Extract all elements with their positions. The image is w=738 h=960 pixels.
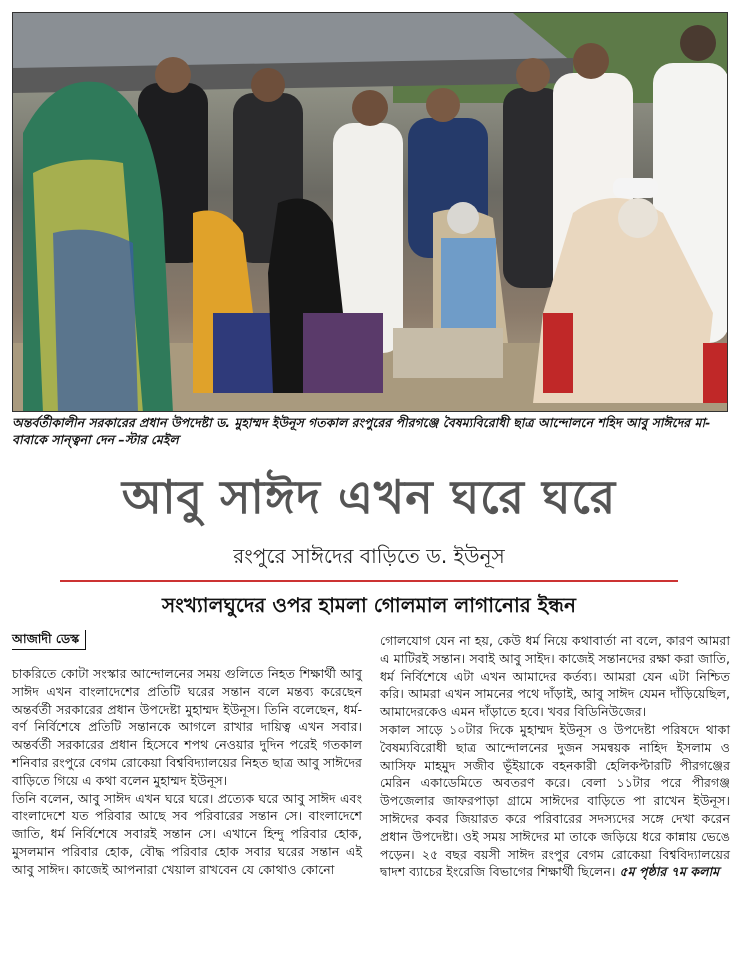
paragraph: তিনি বলেন, আবু সাঈদ এখন ঘরে ঘরে। প্রত্যেক ঘরে আবু সাঈদ এবং বাংলাদেশে যত পরিবার আছে সব পরিবারের সন্তান সে। বাংলাদেশে জাতি, ধর্ম নির্বিশেষে সবারই সন্তান সে। এখানে হিন্দু পরিবার হোক, মুসলমান পরিবার হোক, বৌদ্ধ পরিবার হোক সবার ঘরের সন্তান এই আবু সাঈদ। কাজেই আপনারা খেয়াল রাখবেন যে কোথাও কোনো [12, 790, 362, 877]
news-photo [12, 12, 728, 412]
paragraph-text: সকাল সাড়ে ১০টার দিকে মুহাম্মদ ইউনূস ও উপদেষ্টা পরিষদে থাকা বৈষম্যবিরোধী ছাত্র আন্দোলনের দুজন সমন্বয়ক নাহিদ ইসলাম ও আসিফ মাহমুদ সজীব ভূঁইয়াকে বহনকারী হেলিকপ্টারটি পীরগঞ্জের মেরিন একাডেমিতে অবতরণ করে। বেলা ১১টার পরে পীরগঞ্জ উপজেলার জাফরপাড়া গ্রামে সাঈদের বাড়িতে পা রাখেন ইউনূস। সাঈদের কবর জিয়ারত করে পরিবারের সদস্যদের সঙ্গে দেখা করেন প্রধান উপদেষ্টা। ওই সময় সাঈদের মা তাকে জড়িয়ে ধরে কান্নায় ভেঙে পড়েন। ২৫ বছর বয়সী সাঈদ রংপুর বেগম রোকেয়া বিশ্ববিদ্যালয়ের দ্বাদশ ব্যাচের ইংরেজি বিভাগের শিক্ষার্থী ছিলেন। [380, 721, 730, 880]
paragraph: চাকরিতে কোটা সংস্কার আন্দোলনের সময় গুলিতে নিহত শিক্ষার্থী আবু সাঈদ এখন বাংলাদেশের প্রতিটি ঘরের সন্তান বলে মন্তব্য করেছেন অন্তর্বর্তী সরকারের প্রধান উপদেষ্টা মুহাম্মদ ইউনূস। তিনি বলেছেন, ধর্ম-বর্ণ নির্বিশেষে প্রতিটি সন্তানকে আগলে রাখার দায়িত্ব এখন সবার। অন্তর্বর্তী সরকারের প্রধান হিসেবে শপথ নেওয়ার দুদিন পরেই গতকাল শনিবার রংপুরে বেগম রোকেয়া বিশ্ববিদ্যালয়ের নিহত ছাত্র আবু সাঈদের বাড়িতে গিয়ে এ কথা বলেন মুহাম্মদ ইউনূস। [12, 666, 362, 788]
paragraph: গোলযোগ যেন না হয়, কেউ ধর্ম নিয়ে কথাবার্তা না বলে, কারণ আমরা এ মাটিরই সন্তান। সবাই আবু সাইদ। কাজেই সন্তানদের রক্ষা করা জাতি, ধর্ম নির্বিশেষে এটা এখন আমাদের কর্তব্য। আমরা যেন এটা নিশ্চিত করি। আমরা এখন সামনের পথে দাঁড়াই, আবু সাঈদ যেমন দাঁড়িয়েছিল, আমাদেরকেও এমন দাঁড়াতে হবে। খবর বিডিনিউজের। [380, 633, 730, 720]
continued-link[interactable]: ৫ম পৃষ্ঠার ৭ম কলাম [619, 864, 720, 880]
photo-caption: অন্তর্বর্তীকালীন সরকারের প্রধান উপদেষ্টা ড. মুহাম্মদ ইউনূস গতকাল রংপুরের পীরগঞ্জে বৈষম্যবিরোধী ছাত্র আন্দোলনে শহিদ আবু সাঈদের মা-বাবাকে সান্ত্বনা দেন –স্টার মেইল [12, 415, 711, 447]
paragraph [380, 721, 730, 881]
byline-desk: আজাদী ডেস্ক [12, 630, 86, 650]
secondary-subheadline: সংখ্যালঘুদের ওপর হামলা গোলমাল লাগানোর ইন্ধন [162, 593, 576, 617]
subheadline: রংপুরে সাঈদের বাড়িতে ড. ইউনূস [233, 544, 505, 568]
headline: আবু সাঈদ এখন ঘরে ঘরে [121, 470, 617, 524]
article-column-2 [380, 632, 730, 881]
divider [60, 580, 678, 582]
article-column-1 [12, 665, 362, 879]
photo-group-icon [13, 13, 728, 412]
